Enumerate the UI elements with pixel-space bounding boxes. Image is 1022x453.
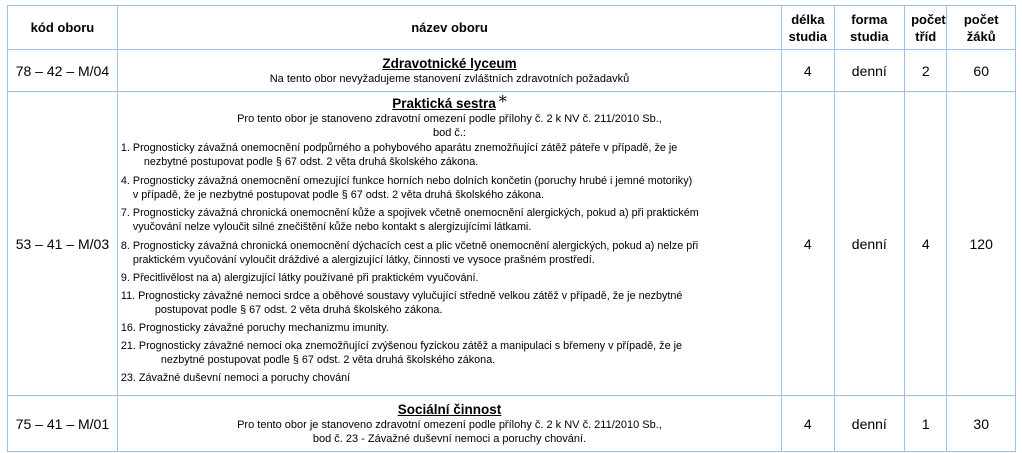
row-code: 53 – 41 – M/03	[8, 92, 118, 396]
list-item: 1. Prognosticky závažná onemocnění podpůrného a pohybového aparátu znemožňující zátěž páteře v případě, že je nezbytné postupovat podle § 67 odst. 2 věta druhá školského zákona.	[120, 142, 678, 169]
row-classes: 4	[905, 92, 947, 396]
header-row	[8, 6, 1016, 50]
row-form: denní	[834, 50, 905, 92]
program-intro: Pro tento obor je stanoveno zdravotní omezení podle přílohy č. 2 k NV č. 211/2010 Sb.,	[237, 113, 662, 125]
header-classes: počet tříd	[905, 6, 947, 50]
list-item: 16. Prognosticky závažné poruchy mechanizmu imunity.	[120, 322, 389, 335]
list-item: 23. Závažné duševní nemoci a poruchy chování	[120, 372, 351, 385]
row-classes: 1	[905, 396, 947, 452]
table-row	[8, 50, 1016, 92]
row-pupils: 30	[947, 396, 1016, 452]
row-name	[117, 50, 781, 92]
header-pupils: počet žáků	[947, 6, 1016, 50]
program-intro-points: bod č.:	[432, 127, 466, 139]
row-form: denní	[834, 396, 905, 452]
table-row	[8, 396, 1016, 452]
row-form: denní	[834, 92, 905, 396]
header-name: název oboru	[117, 6, 781, 50]
row-classes: 2	[905, 50, 947, 92]
header-form: forma studia	[834, 6, 905, 50]
restrictions-list	[118, 141, 781, 385]
asterisk-mark: *	[498, 92, 507, 111]
list-item: 21. Prognosticky závažné nemoci oka znemožňující zvýšenou fyzickou zátěž a manipulaci s břemeny v případě, že je nezbytné postupovat podle § 67 odst. 2 věta druhá školského zákona.	[120, 339, 682, 366]
row-name	[117, 92, 781, 396]
program-title: Zdravotnické lyceum	[382, 56, 517, 71]
row-length: 4	[782, 50, 834, 92]
row-name	[117, 396, 781, 452]
list-item: 8. Prognosticky závažná chronická onemocnění dýchacích cest a plic včetně onemocnění alergických, pokud a) nelze při praktickém vyučování vyloučit dráždivé a alergizující látky, činnosti ve vysoce prašném prostředí.	[120, 239, 699, 267]
table-row	[8, 92, 1016, 396]
row-length: 4	[782, 92, 834, 396]
list-item: 9. Přecitlivělost na a) alergizující látky používané při praktickém vyučování.	[120, 272, 479, 285]
row-code: 78 – 42 – M/04	[8, 50, 118, 92]
row-code: 75 – 41 – M/01	[8, 396, 118, 452]
program-title: Sociální činnost	[397, 402, 502, 417]
program-note-points: bod č. 23 - Závažné duševní nemoci a poruchy chování.	[312, 433, 587, 445]
study-programs-table	[7, 5, 1016, 452]
header-length: délka studia	[782, 6, 834, 50]
list-item: 4. Prognosticky závažná onemocnění omezující funkce horních nebo dolních končetin (poruchy hrubé i jemné motoriky) v případě, že je nezbytné postupovat podle § 67 odst. 2 věta druhá školského zákona.	[120, 174, 693, 201]
row-pupils: 120	[947, 92, 1016, 396]
program-note: Na tento obor nevyžadujeme stanovení zvláštních zdravotních požadavků	[269, 73, 630, 85]
list-item: 7. Prognosticky závažná chronická onemocnění kůže a spojivek včetně onemocnění alergických, pokud a) při praktickém vyučování nelze vyloučit silné znečištění kůže nebo kontakt s alergizujícími látkami.	[120, 207, 699, 234]
header-code: kód oboru	[8, 6, 118, 50]
row-length: 4	[782, 396, 834, 452]
list-item: 11. Prognosticky závažné nemoci srdce a oběhové soustavy vylučující středně velkou zátěž v případě, že je nezbytné postupovat podle § 67 odst. 2 věta druhá školského zákona.	[120, 289, 683, 316]
program-title: Praktická sestra	[392, 96, 496, 111]
program-note: Pro tento obor je stanoveno zdravotní omezení podle přílohy č. 2 k NV č. 211/2010 Sb.,	[237, 419, 662, 431]
row-pupils: 60	[947, 50, 1016, 92]
